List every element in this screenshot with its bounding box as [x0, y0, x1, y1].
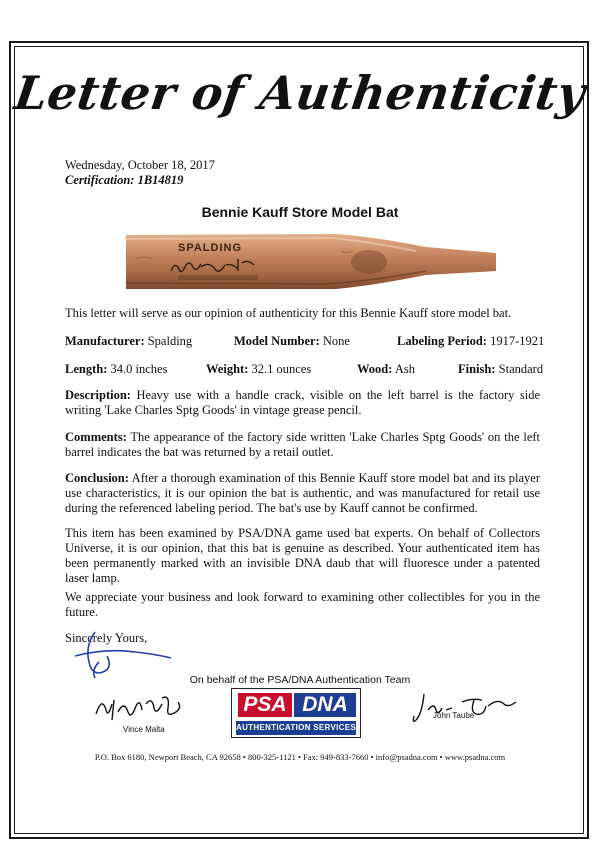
dna-logo-text: DNA: [294, 693, 356, 717]
spec-wood-value: Ash: [394, 362, 416, 376]
comments-text: The appearance of the factory side written 'Lake Charles Sptg Goods' on the left barrel indicates the bat was returned by a retail outlet.: [65, 430, 541, 459]
closing-paragraph: We appreciate your business and look forward to examining other collectibles for you in the future.: [65, 590, 540, 619]
spec-manufacturer-label: Manufacturer:: [65, 334, 145, 348]
spec-finish-value: Standard: [498, 362, 544, 376]
team-label: On behalf of the PSA/DNA Authentication Team: [189, 674, 411, 686]
spec-finish: [458, 362, 543, 377]
conclusion-label: Conclusion:: [65, 471, 129, 485]
description-label: Description:: [65, 388, 131, 402]
psa-dna-logo: [231, 688, 361, 738]
spec-weight-value: 32.1 ounces: [251, 362, 312, 376]
spec-labeling-period: [397, 334, 544, 349]
intro-paragraph: This letter will serve as our opinion of authenticity for this Bennie Kauff store model bat.: [65, 306, 512, 320]
letter-date: Wednesday, October 18, 2017: [65, 158, 215, 172]
spec-weight: [206, 362, 311, 377]
sign-off: Sincerely Yours,: [65, 631, 148, 645]
spec-length: [65, 362, 167, 377]
right-signer-name: John Taube: [433, 711, 475, 720]
john-taube-signature-image: [412, 688, 520, 728]
bat-photo: [126, 229, 496, 291]
spec-wood-label: Wood:: [357, 362, 393, 376]
bat-stamp-text: SPALDING: [178, 242, 243, 254]
spec-model-value: None: [322, 334, 350, 348]
conclusion-paragraph: [65, 471, 540, 516]
description-text: Heavy use with a handle crack, visible on the left barrel is the factory side writing 'Lake Charles Sptg Goods' in vintage grease pencil.: [65, 388, 540, 417]
certification-number: Certification: 1B14819: [65, 173, 184, 187]
comments-label: Comments:: [65, 430, 127, 444]
footer-contact: P.O. Box 6180, Newport Beach, CA 92658 • 800-325-1121 • Fax: 949-833-7660 • info@psadna.com • www.psadna.com: [94, 752, 506, 762]
left-signer-name: Vince Malta: [123, 725, 165, 734]
spec-manufacturer: [65, 334, 192, 349]
examined-paragraph: This item has been examined by PSA/DNA game used bat experts. On behalf of Collectors Universe, it is our opinion, that this bat is genuine as described. Your authenticated item has been permanently marked with an invisible DNA daub that will fluoresce under a patented laser lamp.: [65, 526, 540, 585]
psa-logo-text: PSA: [238, 693, 292, 717]
spec-period-label: Labeling Period:: [397, 334, 487, 348]
authentication-services-text: AUTHENTICATION SERVICES: [236, 721, 356, 735]
spec-model-number: [234, 334, 350, 349]
spec-weight-label: Weight:: [206, 362, 249, 376]
spec-manufacturer-value: Spalding: [147, 334, 193, 348]
comments-paragraph: [65, 430, 540, 460]
spec-length-value: 34.0 inches: [110, 362, 168, 376]
item-title: Bennie Kauff Store Model Bat: [201, 204, 399, 220]
spec-period-value: 1917-1921: [490, 334, 545, 348]
spec-finish-label: Finish:: [458, 362, 496, 376]
letter-title: Letter of Authenticity: [11, 66, 589, 120]
spec-wood: [357, 362, 415, 377]
conclusion-text: After a thorough examination of this Bennie Kauff store model bat and its player use characteristics, it is our opinion the bat is authentic, and was manufactured for retail use during the referenced labeling period. The bat's use by Kauff cannot be confirmed.: [65, 471, 540, 515]
description-paragraph: [65, 388, 540, 418]
spec-length-label: Length:: [65, 362, 108, 376]
spec-model-label: Model Number:: [234, 334, 320, 348]
vince-malta-signature-image: [92, 690, 188, 724]
